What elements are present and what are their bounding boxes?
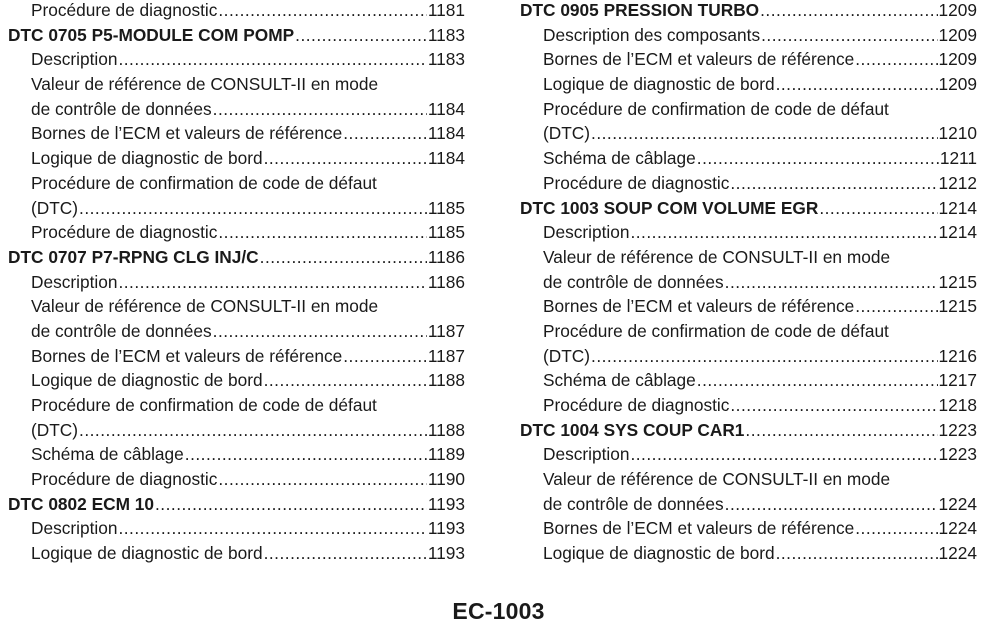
toc-entry[interactable]: [8, 270, 465, 295]
toc-page-number: 1185: [427, 222, 465, 243]
toc-entry-title: (DTC): [543, 123, 591, 144]
toc-page-number: 1188: [427, 370, 465, 391]
toc-page-number: 1215: [938, 271, 977, 292]
toc-dot-leader: [118, 270, 426, 295]
toc-entry-title: Procédure de diagnostic: [543, 395, 730, 415]
toc-page-number: 1216: [938, 345, 977, 366]
toc-page-number: 1214: [938, 222, 977, 243]
toc-entry[interactable]: [520, 220, 977, 245]
toc-entry[interactable]: [8, 344, 465, 369]
toc-dot-leader: [79, 418, 427, 443]
toc-dot-leader: [218, 220, 426, 245]
toc-page-number: 1211: [939, 148, 977, 169]
toc-dot-leader: [730, 171, 937, 196]
toc-entry[interactable]: [8, 294, 465, 343]
toc-entry-title: Bornes de l’ECM et valeurs de référence: [543, 49, 855, 70]
toc-entry[interactable]: [520, 72, 977, 97]
toc-section-heading[interactable]: [520, 418, 977, 443]
toc-entry[interactable]: [520, 368, 977, 393]
toc-entry-line: [31, 442, 465, 467]
toc-page-number: 1209: [938, 0, 977, 20]
toc-section-heading[interactable]: [520, 196, 977, 221]
toc-entry-line: [31, 319, 465, 344]
toc-entry-title: Schéma de câblage: [543, 370, 696, 391]
toc-section-heading[interactable]: [8, 23, 465, 48]
toc-entry-title: (DTC): [31, 419, 79, 440]
toc-entry-title-line: Valeur de référence de CONSULT-II en mode: [31, 74, 379, 95]
toc-entry-title: de contrôle de données: [31, 98, 212, 119]
toc-entry-line: [31, 0, 465, 23]
toc-entry[interactable]: [520, 541, 977, 566]
toc-entry-title: DTC 0705 P5-MODULE COM POMP: [8, 24, 295, 45]
toc-entry-title: DTC 0905 PRESSION TURBO: [520, 0, 760, 20]
toc-page-number: 1187: [427, 320, 465, 341]
toc-entry-title: Procédure de diagnostic: [31, 0, 218, 20]
toc-page-number: 1209: [938, 74, 977, 95]
toc-entry[interactable]: [520, 294, 977, 319]
toc-page-number: 1184: [427, 98, 465, 119]
toc-entry-title: Description: [31, 49, 118, 70]
toc-entry[interactable]: [8, 171, 465, 220]
toc-dot-leader: [343, 121, 427, 146]
toc-page-number: 1188: [427, 419, 465, 440]
toc-section-heading[interactable]: [520, 0, 977, 23]
toc-entry-title: de contrôle de données: [543, 271, 724, 292]
toc-entry-line: [31, 47, 465, 72]
toc-entry-line: [520, 196, 977, 221]
toc-entry-line: [543, 270, 977, 295]
toc-entry-line: [543, 121, 977, 146]
toc-entry-title: Description: [543, 222, 630, 243]
toc-dot-leader: [213, 97, 427, 122]
toc-entry[interactable]: [8, 467, 465, 492]
toc-entry-line: [543, 368, 977, 393]
toc-dot-leader: [213, 319, 427, 344]
toc-entry-title: DTC 1004 SYS COUP CAR1: [520, 419, 745, 440]
toc-entry[interactable]: [520, 245, 977, 294]
toc-page-number: 1224: [938, 518, 977, 539]
toc-column-left: [8, 0, 465, 566]
toc-entry-line: [8, 23, 465, 48]
toc-page-number: 1193: [427, 493, 465, 514]
toc-entry-line: [520, 0, 977, 23]
toc-dot-leader: [745, 418, 937, 443]
toc-entry-title-line: Procédure de confirmation de code de défaut: [543, 98, 889, 119]
toc-entry-line: [543, 146, 977, 171]
toc-entry-title: de contrôle de données: [543, 493, 724, 514]
toc-section-heading[interactable]: [8, 492, 465, 517]
toc-entry-line: [31, 516, 465, 541]
toc-page-number: 1209: [938, 49, 977, 70]
toc-entry[interactable]: [520, 516, 977, 541]
toc-dot-leader: [79, 196, 427, 221]
toc-entry-line: [31, 146, 465, 171]
toc-entry-line: [31, 368, 465, 393]
toc-page-number: 1224: [938, 493, 977, 514]
toc-entry[interactable]: [520, 442, 977, 467]
toc-dot-leader: [855, 294, 937, 319]
toc-entry[interactable]: [520, 47, 977, 72]
toc-entry-title: Logique de diagnostic de bord: [31, 543, 263, 564]
toc-entry-title: Logique de diagnostic de bord: [543, 543, 775, 564]
toc-dot-leader: [776, 541, 938, 566]
toc-page-number: 1183: [427, 24, 465, 45]
toc-entry-line: [31, 467, 465, 492]
toc-entry-line: [543, 393, 977, 418]
toc-entry-line: [543, 171, 977, 196]
toc-entry-title: Description: [31, 518, 118, 539]
toc-entry[interactable]: [8, 47, 465, 72]
toc-entry-line: [31, 97, 465, 122]
toc-page-number: 1193: [427, 543, 465, 564]
toc-entry-title: Schéma de câblage: [31, 444, 184, 465]
toc-entry-line: [31, 270, 465, 295]
toc-entry-line: [31, 541, 465, 566]
toc-page-number: 1190: [427, 469, 465, 490]
toc-page-number: 1183: [427, 49, 465, 70]
toc-entry[interactable]: [520, 319, 977, 368]
toc-dot-leader: [295, 23, 427, 48]
toc-entry-title: Procédure de diagnostic: [31, 469, 218, 490]
toc-entry-title: (DTC): [543, 345, 591, 366]
toc-page-number: 1217: [938, 370, 977, 391]
toc-entry-line: [543, 344, 977, 369]
toc-entry-title: DTC 0802 ECM 10: [8, 493, 154, 514]
toc-page-number: 1223: [938, 444, 977, 465]
toc-dot-leader: [725, 270, 938, 295]
toc-entry[interactable]: [520, 171, 977, 196]
toc-entry-line: [543, 541, 977, 566]
toc-entry-line: [8, 245, 465, 270]
toc-dot-leader: [264, 146, 427, 171]
toc-entry[interactable]: [520, 97, 977, 146]
toc-entry-line: [543, 47, 977, 72]
toc-dot-leader: [118, 516, 426, 541]
toc-entry-title: Procédure de diagnostic: [543, 172, 730, 193]
toc-entry-line: [31, 196, 465, 221]
toc-dot-leader: [264, 541, 427, 566]
toc-dot-leader: [819, 196, 937, 221]
toc-entry-title: Bornes de l’ECM et valeurs de référence: [31, 123, 343, 144]
toc-entry-line: [543, 442, 977, 467]
toc-entry[interactable]: [8, 146, 465, 171]
toc-page-number: 1193: [427, 518, 465, 539]
toc-entry-title-line: Procédure de confirmation de code de défaut: [543, 320, 889, 341]
toc-dot-leader: [761, 23, 937, 48]
toc-page-number: 1189: [427, 444, 465, 465]
toc-entry-title: Bornes de l’ECM et valeurs de référence: [543, 518, 855, 539]
toc-dot-leader: [260, 245, 427, 270]
toc-entry-title-line: Procédure de confirmation de code de défaut: [31, 172, 377, 193]
toc-section-heading[interactable]: [8, 245, 465, 270]
toc-page-number: 1224: [938, 543, 977, 564]
toc-entry[interactable]: [8, 0, 465, 23]
toc-page-number: 1186: [427, 246, 465, 267]
toc-dot-leader: [697, 146, 939, 171]
toc-dot-leader: [760, 0, 937, 23]
toc-entry-line: [543, 492, 977, 517]
toc-entry[interactable]: [8, 72, 465, 121]
toc-dot-leader: [185, 442, 427, 467]
toc-dot-leader: [218, 467, 426, 492]
toc-page-number: 1212: [938, 172, 977, 193]
toc-entry-title: Logique de diagnostic de bord: [31, 148, 263, 169]
toc-dot-leader: [591, 121, 938, 146]
toc-column-right: [520, 0, 977, 566]
toc-dot-leader: [855, 47, 937, 72]
toc-entry-title-line: Valeur de référence de CONSULT-II en mode: [543, 246, 891, 267]
toc-entry-line: [543, 220, 977, 245]
toc-entry-line: [543, 72, 977, 97]
toc-entry-title: Bornes de l’ECM et valeurs de référence: [31, 345, 343, 366]
toc-entry-line: [520, 418, 977, 443]
toc-entry-line: [543, 294, 977, 319]
toc-dot-leader: [630, 220, 937, 245]
toc-entry-title: Bornes de l’ECM et valeurs de référence: [543, 296, 855, 317]
toc-entry[interactable]: [8, 368, 465, 393]
toc-dot-leader: [591, 344, 938, 369]
toc-entry[interactable]: [8, 220, 465, 245]
toc-dot-leader: [697, 368, 938, 393]
toc-page-number: 1181: [427, 0, 465, 20]
toc-dot-leader: [855, 516, 937, 541]
toc-entry-title-line: Procédure de confirmation de code de défaut: [31, 395, 377, 415]
toc-entry[interactable]: [8, 121, 465, 146]
toc-dot-leader: [118, 47, 426, 72]
toc-page-number: 1184: [427, 123, 465, 144]
toc-page-number: 1184: [427, 148, 465, 169]
toc-entry-title: de contrôle de données: [31, 320, 212, 341]
toc-entry-line: [31, 121, 465, 146]
toc-dot-leader: [155, 492, 427, 517]
toc-entry-title: Logique de diagnostic de bord: [543, 74, 775, 95]
toc-page-number: 1186: [427, 271, 465, 292]
toc-dot-leader: [264, 368, 427, 393]
toc-entry[interactable]: [8, 442, 465, 467]
toc-entry-title: (DTC): [31, 197, 79, 218]
toc-entry[interactable]: [520, 467, 977, 516]
toc-page-number: 1209: [938, 24, 977, 45]
toc-page-number: 1214: [938, 197, 977, 218]
toc-entry-title: Description: [31, 271, 118, 292]
toc-page-number: 1223: [938, 419, 977, 440]
toc-dot-leader: [630, 442, 937, 467]
toc-entry-line: [31, 344, 465, 369]
toc-dot-leader: [730, 393, 937, 418]
toc-entry-title: DTC 0707 P7-RPNG CLG INJ/C: [8, 246, 259, 267]
toc-entry-title: Procédure de diagnostic: [31, 222, 218, 243]
toc-page-number: 1185: [427, 197, 465, 218]
toc-entry-line: [31, 418, 465, 443]
toc-entry[interactable]: [8, 393, 465, 442]
toc-entry-line: [8, 492, 465, 517]
toc-entry-line: [31, 220, 465, 245]
toc-entry-title-line: Valeur de référence de CONSULT-II en mode: [543, 469, 891, 490]
toc-entry-title: Description des composants: [543, 24, 761, 45]
toc-entry[interactable]: [520, 393, 977, 418]
toc-dot-leader: [218, 0, 426, 23]
toc-dot-leader: [776, 72, 938, 97]
toc-entry[interactable]: [8, 516, 465, 541]
toc-entry[interactable]: [520, 146, 977, 171]
page-number-footer: EC-1003: [452, 598, 545, 624]
toc-page-number: 1210: [938, 123, 977, 144]
toc-page-number: 1215: [938, 296, 977, 317]
toc-page-number: 1187: [427, 345, 465, 366]
toc-dot-leader: [725, 492, 938, 517]
toc-entry[interactable]: [8, 541, 465, 566]
toc-entry-title: DTC 1003 SOUP COM VOLUME EGR: [520, 197, 819, 218]
toc-dot-leader: [343, 344, 427, 369]
toc-entry-line: [543, 23, 977, 48]
toc-entry-title-line: Valeur de référence de CONSULT-II en mode: [31, 296, 379, 317]
toc-entry-title: Schéma de câblage: [543, 148, 696, 169]
toc-entry-line: [543, 516, 977, 541]
toc-entry-title: Description: [543, 444, 630, 465]
toc-entry-title: Logique de diagnostic de bord: [31, 370, 263, 391]
toc-entry[interactable]: [520, 23, 977, 48]
toc-page-number: 1218: [938, 395, 977, 415]
